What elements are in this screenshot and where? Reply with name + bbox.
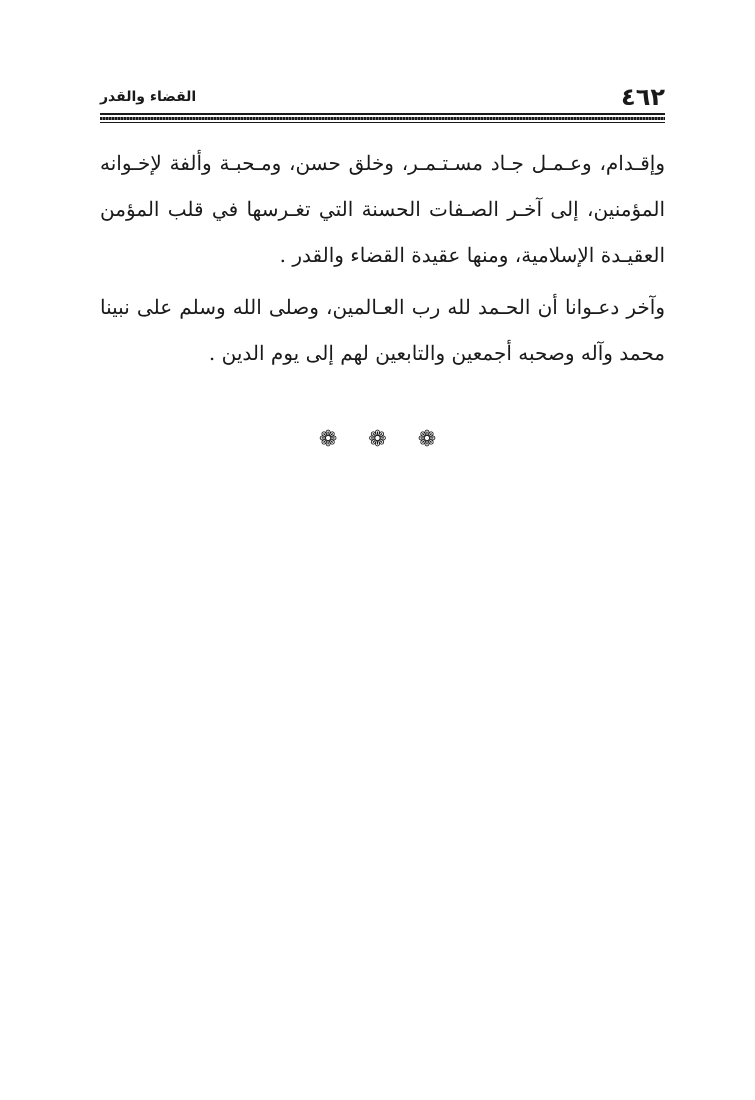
paragraph-2: وآخر دعـوانا أن الحـمد لله رب العـالمين، وصلى الله وسلم على نبينا محمد وآله وصحبه أجمعين والتابعين لهم إلى يوم الدين . bbox=[100, 295, 665, 365]
flower-ornament-icon: ❁ bbox=[318, 427, 338, 452]
header-rule-middle bbox=[100, 117, 665, 120]
paragraph-1: وإقـدام، وعـمـل جـاد مسـتـمـر، وخلق حسن، ومـحبـة وألفة لإخـوانه المؤمنين، إلى آخـر الصـفات الحسنة التي تغـرسها في قلب المؤمن العقيـدة الإسلامية، ومنها عقيدة القضاء والقدر . bbox=[100, 151, 665, 267]
running-header bbox=[100, 82, 665, 112]
chapter-title: القضاء والقدر bbox=[100, 89, 197, 105]
flower-ornament-icon: ❁ bbox=[417, 427, 437, 452]
header-rule-bottom bbox=[100, 122, 665, 123]
page-number: ٤٦٢ bbox=[621, 83, 665, 111]
body-text bbox=[100, 140, 665, 376]
section-end-ornaments bbox=[0, 425, 755, 455]
flower-ornament-icon: ❁ bbox=[368, 427, 387, 452]
header-rule-top bbox=[100, 113, 665, 115]
